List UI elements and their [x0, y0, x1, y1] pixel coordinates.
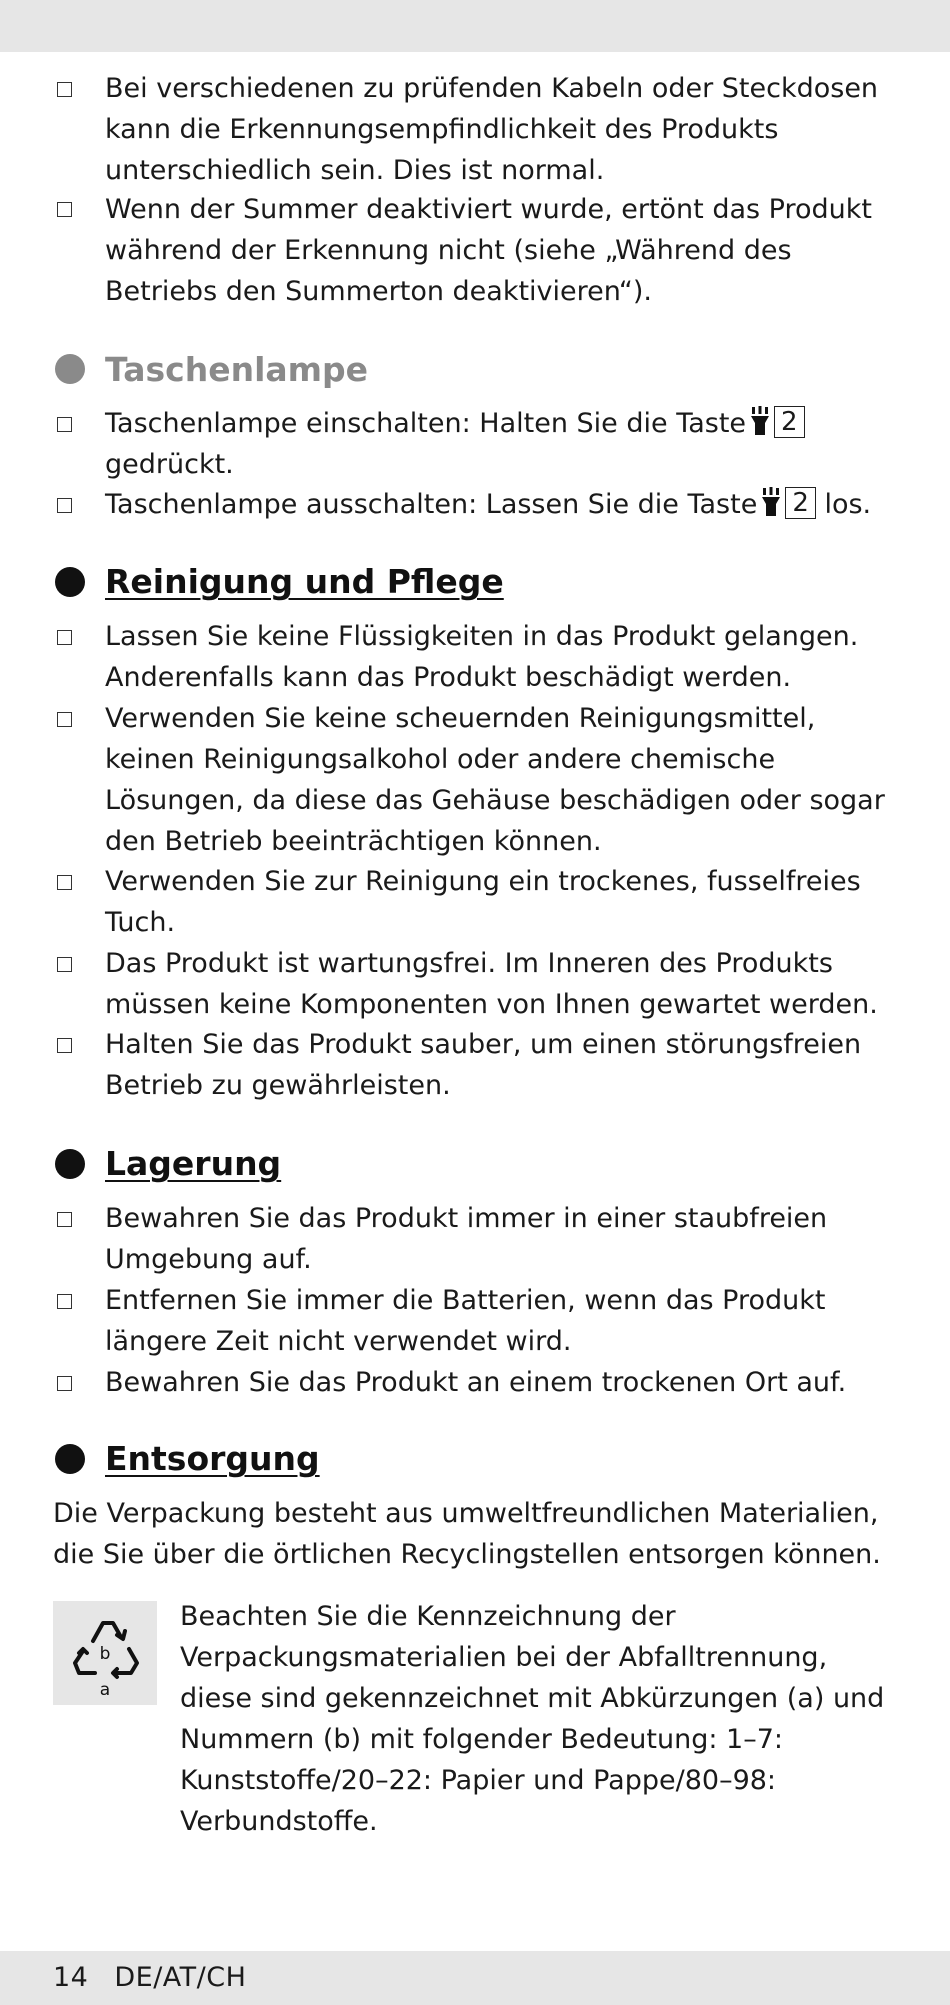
list-item: Verwenden Sie keine scheuernden Reinigungsmittel, keinen Reinigungsalkohol oder andere chemische Lösungen, da diese das Gehäuse beschädigen oder sogar den Betrieb beeinträchtigen können. [105, 703, 885, 857]
flashlight-icon [750, 406, 770, 436]
flashlight-icon [761, 487, 781, 517]
list-item: Lassen Sie keine Flüssigkeiten in das Produkt gelangen. Anderenfalls kann das Produkt beschädigt werden. [105, 621, 859, 693]
list-item: Entfernen Sie immer die Batterien, wenn das Produkt längere Zeit nicht verwendet wird. [105, 1285, 826, 1357]
checkbox-bullet [57, 1212, 72, 1227]
top-band [0, 0, 950, 52]
section-bullet-dot [55, 354, 85, 384]
checkbox-bullet [57, 957, 72, 972]
recycle-icon [53, 1601, 157, 1705]
list-item: Bewahren Sie das Produkt an einem trockenen Ort auf. [105, 1367, 847, 1398]
list-item-flashlight-off [105, 484, 905, 525]
recycle-text: Beachten Sie die Kennzeichnung der Verpackungsmaterialien bei der Abfalltrennung, diese sind gekennzeichnet mit Abkürzungen (a) und Nummern (b) mit folgender Bedeutung: 1–7: Kunststoffe/20–22: Papier und Pappe/80–98: Verbundstoffe. [180, 1601, 885, 1837]
heading-reinigung: Reinigung und Pflege [105, 562, 504, 601]
entsorgung-paragraph: Die Verpackung besteht aus umweltfreundlichen Materialien, die Sie über die örtlichen Recyclingstellen entsorgen können. [53, 1498, 881, 1570]
recycle-label-a: a [99, 1680, 111, 1700]
page-number: 14 [53, 1962, 89, 1993]
flashlight-off-text: Taschenlampe ausschalten: Lassen Sie die Taste [105, 489, 758, 520]
flashlight-on-text: Taschenlampe einschalten: Halten Sie die Taste [105, 408, 747, 439]
footer [53, 1962, 246, 1993]
section-bullet-dot [55, 1149, 85, 1179]
list-item: Bewahren Sie das Produkt immer in einer staubfreien Umgebung auf. [105, 1203, 828, 1275]
list-item: Das Produkt ist wartungsfrei. Im Inneren des Produkts müssen keine Komponenten von Ihnen gewartet werden. [105, 948, 878, 1020]
checkbox-bullet [57, 630, 72, 645]
section-bullet-dot [55, 1444, 85, 1474]
key-2: 2 [774, 406, 805, 438]
checkbox-bullet [57, 875, 72, 890]
heading-taschenlampe: Taschenlampe [105, 350, 369, 389]
flashlight-off-suffix: los. [824, 489, 872, 520]
list-item: Verwenden Sie zur Reinigung ein trockenes, fusselfreies Tuch. [105, 866, 861, 938]
list-item: Halten Sie das Produkt sauber, um einen störungsfreien Betrieb zu gewährleisten. [105, 1029, 862, 1101]
flashlight-on-suffix: gedrückt. [105, 449, 234, 480]
key-2: 2 [785, 487, 816, 519]
checkbox-bullet [57, 498, 72, 513]
list-item: Wenn der Summer deaktiviert wurde, ertönt das Produkt während der Erkennung nicht (siehe „Während des Betriebs den Summerton deaktivieren“). [105, 194, 872, 307]
checkbox-bullet [57, 712, 72, 727]
recycle-label-b: b [99, 1644, 111, 1664]
checkbox-bullet [57, 417, 72, 432]
checkbox-bullet [57, 202, 72, 217]
checkbox-bullet [57, 82, 72, 97]
list-item-flashlight-on [105, 403, 905, 485]
region-label: DE/AT/CH [114, 1962, 247, 1993]
section-bullet-dot [55, 567, 85, 597]
checkbox-bullet [57, 1376, 72, 1391]
heading-lagerung: Lagerung [105, 1144, 282, 1183]
checkbox-bullet [57, 1294, 72, 1309]
checkbox-bullet [57, 1038, 72, 1053]
list-item: Bei verschiedenen zu prüfenden Kabeln oder Steckdosen kann die Erkennungsempfindlichkeit des Produkts unterschiedlich sein. Dies ist normal. [105, 73, 879, 186]
heading-entsorgung: Entsorgung [105, 1439, 320, 1478]
